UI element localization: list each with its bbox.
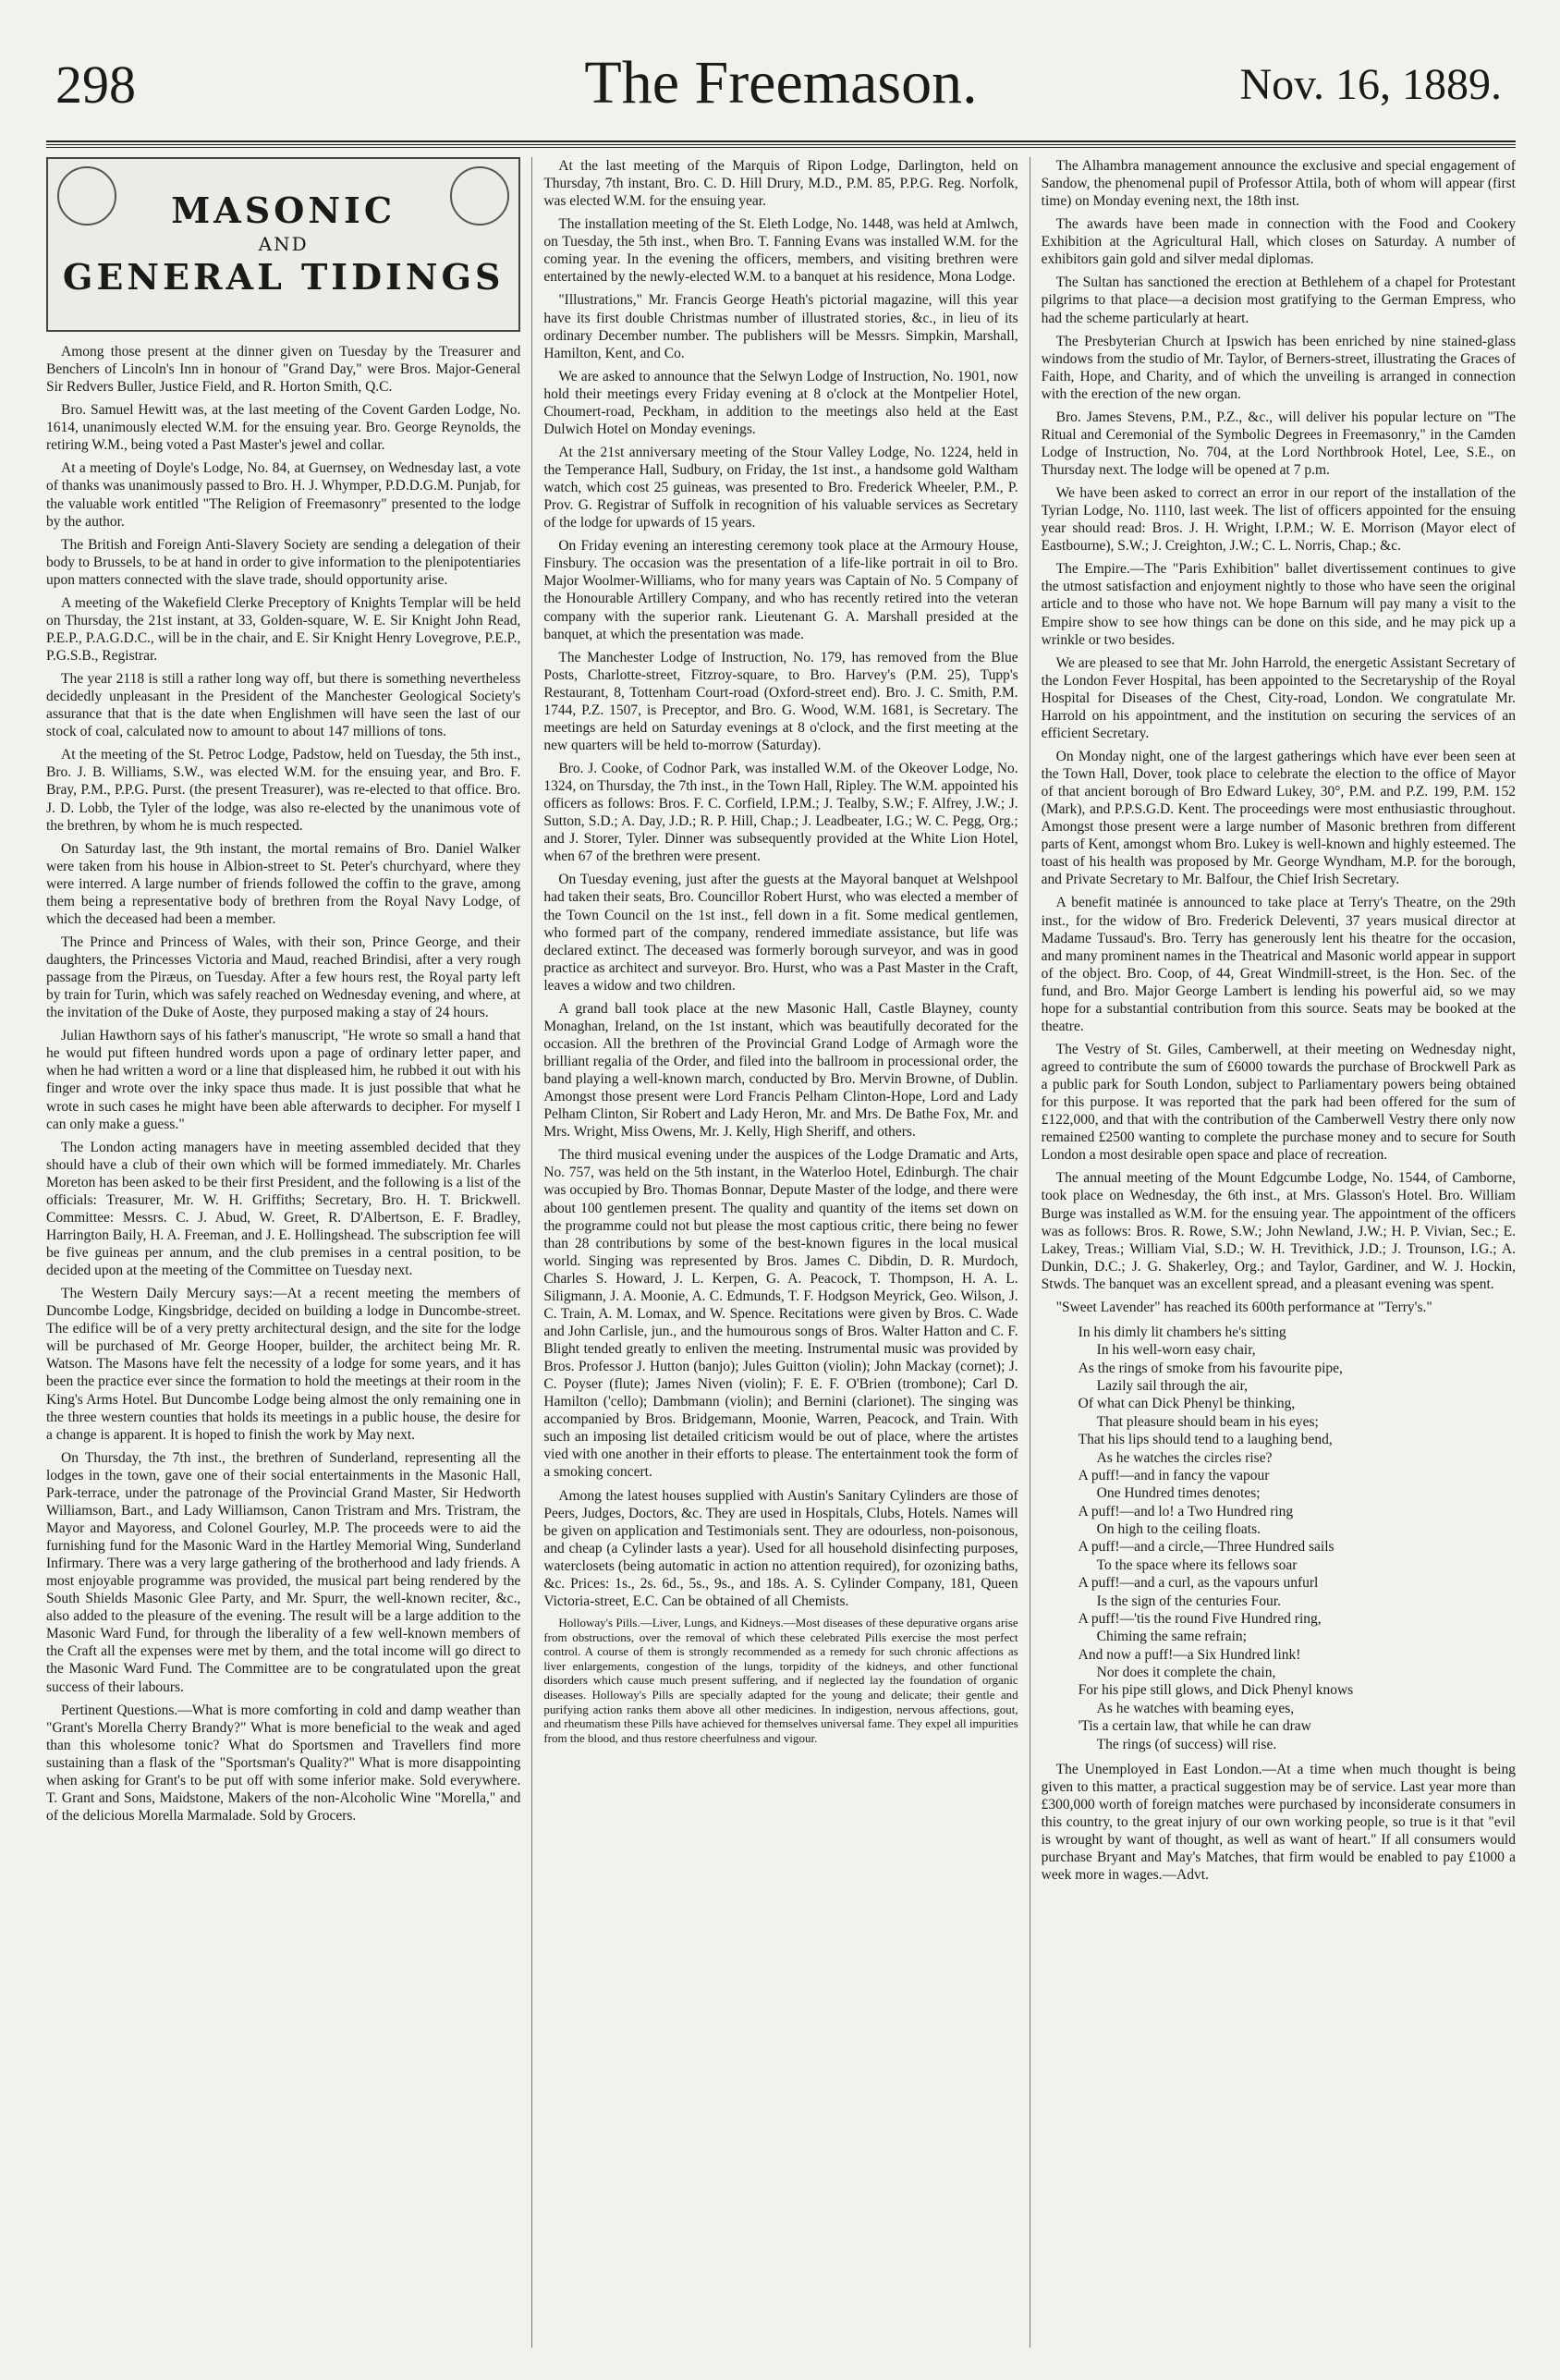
poem-line: Of what can Dick Phenyl be thinking, [1078, 1396, 1296, 1412]
poem-line: A puff!—and a curl, as the vapours unfurl [1078, 1575, 1319, 1592]
article-paragraph: On Friday evening an interesting ceremony took place at the Armoury House, Finsbury. The occasion was the presentation of a life-like portrait in oil to Bro. Major Woolmer-Williams, who for many years was Captain of No. 5 Company of the Honourable Artillery Company, and who has recently retired into the veteran company with the superior rank. Lieutenant G. A. Marshall presided at the banquet, at which the presentation was made. [543, 538, 1018, 642]
article-paragraph: The third musical evening under the auspices of the Lodge Dramatic and Arts, No. 757, was held on the 5th instant, in the Waterloo Hotel, Edinburgh. The chair was occupied by Bro. Thomas Bonnar, Depute Master of the lodge, and there were about 100 gentlemen present. The quality and quantity of the items set down on the programme could not but please the most captious critic, there being no fewer than 28 contributions by some of the best-known figures in the local musical world. Singing was represented by Bros. James C. Dibdin, D. R. Murdoch, Charles S. Howard, J. L. Kerpen, G. A. Peacock, T. Thompson, H. A. L. Siligmann, J. A. Moonie, A. C. Edmunds, T. F. Hodgson Meyrick, Geo. Wilson, J. C. Train, A. M. Lomax, and W. Spence. Recitations were given by Bros. C. Wade and John Carlisle, jun., and the humourous songs of Bros. Walter Hatton and C. F. Blight tended greatly to enliven the meeting. Instrumental music was provided by Bros. Professor J. Hutton (banjo); Jules Guitton (violin); John Mackay (cornet); J. C. Poyser (flute); James Niven (violin); F. E. F. O'Brien (trombone); Carl D. Hamilton ('cello); Dambmann (violin); and Bernini (clarionet). The singing was accompanied by Bros. Bridgemann, Moonie, Warren, Peacock, and Train. With such an imposing list detailed criticism would be out of place, where the artistes vied with one another in their efforts to please. The entertainment took the form of a smoking concert. [543, 1147, 1018, 1481]
article-paragraph: The British and Foreign Anti-Slavery Society are sending a delegation of their body to Brussels, to be at hand in order to give information to the plenipotentiaries upon matters connected with the slave trade, should opportunity arise. [46, 536, 521, 588]
advertisement-bryant-may: The Unemployed in East London.—At a time when much thought is being given to this matter, a practical suggestion may be of service. Last year more than £300,000 worth of foreign matches were purchased by inconsiderate consumers in this country, to the great injury of our own working people, so true is it that "evil is wrought by want of thought, as well as want of heart." If all consumers would purchase Bryant and May's Matches, that firm would be enabled to pay £1000 a week more in wages.—Advt. [1041, 1761, 1516, 1884]
ornament-right-icon [450, 166, 509, 226]
column-1 [46, 157, 520, 2348]
article-paragraph: Julian Hawthorn says of his father's manuscript, "He wrote so small a hand that he would put fifteen hundred words upon a page of ordinary letter paper, and when he had written a word or a line that displeased him, he rubbed it out with his finger and wrote over the inky space thus made. It is just possible that what he wrote in such cases he might have been able afterwards to decipher. For myself I can only make a guess." [46, 1028, 521, 1132]
article-paragraph: The Western Daily Mercury says:—At a recent meeting the members of Duncombe Lodge, Kingsbridge, decided on building a lodge in Duncombe-street. The edifice will be of a very pretty architectural design, and the site for the lodge will be purchased of Mr. George Hooper, builder, the architect being Mr. R. Watson. The Masons have felt the necessity of a lodge for some years, and it has been the practice ever since the formation to hold the meetings at their room in the King's Arms Hotel. But Duncombe Lodge being almost the only remaining one in the three western counties that holds its meetings in a public house, the desire for a change is apparent. It is hoped to finish the work by May next. [46, 1286, 521, 1443]
poem [1079, 1324, 1516, 1753]
poem-line: As he watches with beaming eyes, [1096, 1700, 1295, 1716]
article-paragraph: A benefit matinée is announced to take place at Terry's Theatre, on the 29th inst., for the widow of Bro. Frederick Deleventi, 37 years musical director at Madame Tussaud's. Bro. Terry has generously lent his theatre for the occasion, and many prominent names in the Theatrical and Masonic world appear in support of the object. Bro. Coop, of 44, Great Windmill-street, is the Hon. Sec. of the fund, and Bro. Major George Lambert is lending his powerful aid, so we may hope for a substantial contribution from this source. Seats may be booked at the theatre. [1041, 895, 1516, 1034]
column-3 [1042, 157, 1516, 2348]
article-paragraph: Among those present at the dinner given on Tuesday by the Treasurer and Benchers of Lincoln's Inn in honour of "Grand Day," were Bros. Major-General Sir Redvers Buller, Justice Field, and R. Horton Smith, Q.C. [46, 344, 521, 396]
columns [46, 157, 1516, 2348]
article-paragraph: We are pleased to see that Mr. John Harrold, the energetic Assistant Secretary of the London Fever Hospital, has been appointed to the Secretaryship of the Royal Hospital for Diseases of the Chest, City-road, London. We congratulate Mr. Harrold on his appointment, and the institution on securing the services of an efficient Secretary. [1041, 654, 1516, 741]
article-paragraph: The London acting managers have in meeting assembled decided that they should have a club of their own which will be formed immediately. Mr. Charles Moreton has been asked to be their first President, and the following is a list of the officials: Treasurer, Mr. W. H. Griffiths; Secretary, Bro. H. T. Brickwell. Committee: Messrs. C. J. Abud, W. Greet, R. D'Albertson, E. F. Bradley, Harrington Baily, H. A. Freeman, and J. E. Hollingshead. The subscription fee will be five guineas per annum, and the club premises in a central position, to be decided upon at the meeting of the Committee on Tuesday next. [46, 1139, 521, 1279]
ornament-left-icon [57, 166, 116, 226]
article-paragraph: The Manchester Lodge of Instruction, No. 179, has removed from the Blue Posts, Charlotte-street, Fitzroy-square, to Bro. Harvey's (P.M. 25), Tupp's Restaurant, 8, Tottenham Court-road (Oxford-street end). Bro. J. C. Smith, P.M. 1744, P.Z. 1507, is Preceptor, and Bro. G. Wood, W.M. 1681, is Secretary. The meetings are held on Saturday evenings at 8 o'clock, and the first meeting at the new quarters will be held to-morrow (Saturday). [543, 649, 1018, 753]
article-paragraph: The Empire.—The "Paris Exhibition" ballet divertissement continues to give the utmost satisfaction and enjoyment nightly to those who have seen the original article and to those who have not. We hope Barnum will pay many a visit to the Empire show to see how things can be done on this side, and he may pick up a wrinkle or two besides. [1041, 561, 1516, 648]
column-1-articles [46, 343, 520, 1825]
article-paragraph: The Prince and Princess of Wales, with their son, Prince George, and their daughters, the Princesses Victoria and Maud, reached Brindisi, after a very rough passage from the Piræus, on Tuesday. After a few hours rest, the Royal party left by train for Turin, which was safely reached on Wednesday evening, and where, at the invitation of the Duke of Aoste, they purposed making a stay of 24 hours. [46, 934, 521, 1021]
banner-line-1: MASONIC [171, 189, 396, 232]
article-paragraph: On Thursday, the 7th inst., the brethren of Sunderland, representing all the lodges in the town, gave one of their social entertainments in the Masonic Hall, Park-terrace, under the patronage of the Provincial Grand Master, Sir Hedworth Williamson, Bart., and Lady Williamson, Canon Tristram and Mrs. Tristram, the Mayor and Mayoress, and Colonel Gourley, M.P. The proceeds were to aid the furnishing fund for the Masonic Ward in the Hartley Memorial Wing, Sunderland Infirmary. There was a very large gathering of the brotherhood and lady friends. A most enjoyable programme was provided, the musical part being rendered by the South Shields Masonic Glee Party, and Mr. Spurr, the well-known reciter, &c., also added to the pleasure of the evening. The result will be a large addition to the Masonic Ward Fund, for through the liberality of a few well-known members of the Craft all the expenses were met by them, and the total income will go direct to the Masonic Ward Fund. The Committee are to be congratulated upon the great success of their labours. [46, 1449, 521, 1695]
article-paragraph: At the last meeting of the Marquis of Ripon Lodge, Darlington, held on Thursday, 7th instant, Bro. C. D. Hill Drury, M.D., P.M. 85, P.P.G. Reg. Norfolk, was elected W.M. for the ensuing year. [543, 158, 1018, 210]
article-paragraph: Among the latest houses supplied with Austin's Sanitary Cylinders are those of Peers, Judges, Doctors, &c. They are used in Hospitals, Clubs, Hotels. Names will be given on application and Testimonials sent. They are odourless, non-poisonous, and cheap (a Cylinder lasts a year). Used for all household disinfecting purposes, waterclosets (being automatic in action no attention required), for ozonizing baths, &c. Prices: 1s., 2s. 6d., 5s., 9s., and 18s. A. S. Cylinder Company, 181, Queen Victoria-street, E.C. Can be obtained of all Chemists. [543, 1487, 1018, 1609]
newspaper-title: The Freemason. [584, 49, 978, 116]
poem-line: The rings (of success) will rise. [1096, 1736, 1277, 1752]
poem-line: One Hundred times denotes; [1096, 1485, 1261, 1502]
banner-line-3: GENERAL TIDINGS [62, 255, 505, 298]
article-paragraph: On Tuesday evening, just after the guests at the Mayoral banquet at Welshpool had taken their seats, Bro. Councillor Robert Hurst, who was elected a member of the Town Council on the 1st inst., fell down in a fit. Some medical gentlemen, who formed part of the company, rendered immediate assistance, but life was declared extinct. The deceased was formerly borough surveyor, and was in good practice as architect and surveyor. Bro. Hurst, who was a Past Master in the Craft, leaves a widow and two children. [543, 872, 1018, 994]
poem-line: Nor does it complete the chain, [1096, 1665, 1276, 1680]
poem-line: As he watches the circles rise? [1096, 1449, 1273, 1466]
banner-line-2: AND [258, 233, 309, 256]
poem-line: A puff!—and lo! a Two Hundred ring [1078, 1503, 1294, 1520]
poem-line: Chiming the same refrain; [1096, 1629, 1247, 1645]
section-banner [46, 157, 520, 332]
article-paragraph: Bro. James Stevens, P.M., P.Z., &c., will deliver his popular lecture on "The Ritual and Ceremonial of the Symbolic Degrees in Freemasonry," in the Camden Lodge of Instruction, No. 704, at the Lord Northbrook Hotel, Lee, S.E., on Thursday next. The lodge will be opened at 7 p.m. [1041, 409, 1516, 478]
article-paragraph: On Saturday last, the 9th instant, the mortal remains of Bro. Daniel Walker were taken from his house in Albion-street to St. Peter's churchyard, where they were interred. A large number of friends followed the coffin to the grave, among them being a representative body of brethren from the Royal Navy Lodge, of which the deceased had been a member. [46, 840, 521, 927]
article-paragraph: The year 2118 is still a rather long way off, but there is something nevertheless decidedly unpleasant in the President of the Manchester Geological Society's assurance that that is the date when Englishmen will have seen the last of our stock of coal, calculated now to amount to about 147 millions of tons. [46, 671, 521, 740]
masthead-rule [46, 140, 1516, 142]
article-paragraph: At a meeting of Doyle's Lodge, No. 84, at Guernsey, on Wednesday last, a vote of thanks was unanimously passed to Bro. H. J. Whymper, P.D.D.G.M. Punjab, for the valuable work entitled "The Religion of Freemasonry" presented to the lodge by the author. [46, 460, 521, 530]
article-paragraph: Pertinent Questions.—What is more comforting in cold and damp weather than "Grant's Morella Cherry Brandy?" What is more beneficial to the weak and aged than this wholesome tonic? What do Sportsmen and Travellers find more sustaining than a flask of the "Sportsman's Quality?" What is more disappointing when asking for Grant's to be put off with some inferior make. Sold everywhere. T. Grant and Sons, Maidstone, Makers of the non-Alcoholic Wine "Morella," and of the delicious Morella Marmalade. Sold by Grocers. [46, 1702, 521, 1824]
poem-line: For his pipe still glows, and Dick Phenyl knows [1078, 1682, 1354, 1699]
newspaper-page [46, 37, 1516, 2348]
article-paragraph: We have been asked to correct an error in our report of the installation of the Tyrian Lodge, No. 1110, last week. The list of officers appointed for the ensuing year should read: Bros. J. H. Wright, I.P.M.; W. E. Morrison (Mayor elect of Eastbourne), S.W.; J. Creighton, J.W.; C. L. Norris, Chap.; &c. [1041, 485, 1516, 555]
poem-line: 'Tis a certain law, that while he can draw [1078, 1718, 1311, 1735]
poem-line: That his lips should tend to a laughing bend, [1078, 1432, 1333, 1448]
article-paragraph: A meeting of the Wakefield Clerke Preceptory of Knights Templar will be held on Thursday, the 21st instant, at 33, Golden-square, W. E. Sir Knight John Read, P.E.P., P.A.G.D.C., will be in the chair, and E. Sir Knight Henry Lovegrove, P.E.P., P.G.S.B., Registrar. [46, 594, 521, 664]
article-paragraph: At the 21st anniversary meeting of the Stour Valley Lodge, No. 1224, held in the Temperance Hall, Sudbury, on Friday, the 1st inst., a handsome gold Waltham watch, which cost 25 guineas, was presented to Bro. Frederick Wheeler, P.M., P. Prov. G. Registrar of Suffolk in recognition of his valuable services as Secretary of the lodge for upwards of 15 years. [543, 444, 1018, 531]
poem-line: A puff!—and in fancy the vapour [1078, 1467, 1270, 1483]
article-paragraph: The awards have been made in connection with the Food and Cookery Exhibition at the Agricultural Hall, which closes on Saturday. A number of exhibitors gain gold and silver medal diplomas. [1041, 216, 1516, 268]
poem-line: A puff!—and a circle,—Three Hundred sails [1078, 1539, 1335, 1556]
article-paragraph: The Alhambra management announce the exclusive and special engagement of Sandow, the phenomenal pupil of Professor Attila, both of whom will appear (first time) on Monday evening next, the 18th inst. [1041, 158, 1516, 210]
article-paragraph: "Illustrations," Mr. Francis George Heath's pictorial magazine, will this year have its first double Christmas number of illustrated stories, &c., in lieu of its ordinary December number. The publishers will be Messrs. Simpkin, Marshall, Hamilton, Kent, and Co. [543, 292, 1018, 361]
poem-line: In his dimly lit chambers he's sitting [1078, 1324, 1286, 1340]
poem-line: Is the sign of the centuries Four. [1096, 1593, 1281, 1609]
article-paragraph: We are asked to announce that the Selwyn Lodge of Instruction, No. 1901, now hold their meetings every Friday evening at 8 o'clock at the Montpelier Hotel, Choumert-road, Peckham, in addition to the meetings also held at the East Dulwich Hotel on Monday evenings. [543, 368, 1018, 437]
page-number: 298 [55, 55, 136, 115]
article-paragraph: At the meeting of the St. Petroc Lodge, Padstow, held on Tuesday, the 5th inst., Bro. J. B. Williams, S.W., was elected W.M. for the ensuing year, and Bro. F. Bray, P.M., P.P.G. Purst. (the present Treasurer), was re-elected to that office. Bro. J. D. Lobb, the Tyler of the lodge, was also re-elected by the unanimous vote of the brethren, by whom he is much respected. [46, 747, 521, 834]
column-2 [543, 157, 1018, 2348]
column-2-articles [543, 157, 1018, 1610]
article-paragraph: The Sultan has sanctioned the erection at Bethlehem of a chapel for Protestant pilgrims to that place—a decision most gratifying to the German Empress, who had the scheme particularly at heart. [1041, 275, 1516, 326]
column-divider [531, 157, 532, 2348]
masthead [46, 37, 1516, 139]
article-paragraph: The installation meeting of the St. Eleth Lodge, No. 1448, was held at Amlwch, on Tuesday, the 5th inst., when Bro. T. Fanning Evans was installed W.M. for the coming year. In the evening the officers, members, and visiting brethren were entertained by the newly-elected W.M. to a banquet at his residence, Mona Lodge. [543, 216, 1018, 286]
article-paragraph: Bro. J. Cooke, of Codnor Park, was installed W.M. of the Okeover Lodge, No. 1324, on Thursday, the 7th inst., in the Town Hall, Ripley. The W.M. appointed his officers as follows: Bros. F. C. Corfield, I.P.M.; J. Tealby, S.W.; F. Alfrey, J.W.; J. Sutton, S.D.; A. Day, J.D.; R. P. Hill, Chap.; J. Leadbeater, I.G.; W. C. Pegg, Org.; and J. Storer, Tyler. Dinner was subsequently provided at the White Lion Hotel, when 67 of the brethren were present. [543, 761, 1018, 865]
issue-date: Nov. 16, 1889. [1239, 60, 1502, 109]
poem-line: As the rings of smoke from his favourite pipe, [1078, 1360, 1343, 1376]
advertisement-holloway: Holloway's Pills.—Liver, Lungs, and Kidneys.—Most diseases of these depurative organs arise from obstructions, over the removal of which these celebrated Pills exercise the most perfect control. A course of them is strongly recommended as a remedy for such chronic affections as liver enlargements, congestion of the lungs, torpidity of the kidneys, and other functional disorders which cause much present suffering, and if neglected lay the foundation of organic diseases. Holloway's Pills are specially adapted for the young and delicate; their gentle and purifying action ranks them above all other medicines. In indigestion, nervous affections, gout, and rheumatism these Pills have achieved for themselves universal fame. They expel all impurities from the blood, and thus restore cheerfulness and vigour. [543, 1615, 1018, 1745]
article-paragraph: The Presbyterian Church at Ipswich has been enriched by nine stained-glass windows from the studio of Mr. Taylor, of Berners-street, illustrating the Graces of Faith, Hope, and Charity, and of which the unveiling is arranged in connection with the erection of the new organ. [1041, 333, 1516, 402]
article-paragraph: On Monday night, one of the largest gatherings which have ever been seen at the Town Hall, Dover, took place to celebrate the election to the office of Mayor of that ancient borough of Bro Edward Lukey, 30°, P.M. and P.Z. 199, P.M. 152 (Mark), and P.P.S.G.D. Kent. The proceedings were most enthusiastic throughout. Amongst those present were a large number of Masonic brethren from different parts of Kent, amongst whom Bro. Lukey is well-known and highly esteemed. The toast of his health was proposed by Mr. George Wyndham, M.P. for the borough, and Private Secretary to Mr. Balfour, the Chief Irish Secretary. [1041, 748, 1516, 888]
poem-line: Lazily sail through the air, [1096, 1378, 1249, 1394]
poem-line: In his well-worn easy chair, [1096, 1342, 1256, 1359]
article-paragraph: The annual meeting of the Mount Edgcumbe Lodge, No. 1544, of Camborne, took place on Wednesday, the 6th inst., at Mrs. Glasson's Hotel. Bro. William Burge was installed as W.M. for the ensuing year. The appointment of the officers was as follows: Bros. R. Rowe, S.W.; John Newland, J.W.; H. P. Vivian, Sec.; E. Lakey, Treas.; William Vial, S.D.; W. H. Trevithick, J.D.; J. Trounson, I.G.; A. Dunkin, D.C.; J. G. Shakerley, Org.; and Taylor, Gardiner, and W. J. Hockin, Stwds. The banquet was an excellent spread, and a pleasant evening was spent. [1041, 1170, 1516, 1292]
poem-line: To the space where its fellows soar [1096, 1556, 1298, 1573]
masthead-double-rule [46, 144, 1516, 148]
poem-line: A puff!—'tis the round Five Hundred ring, [1078, 1610, 1322, 1627]
article-paragraph: "Sweet Lavender" has reached its 600th performance at "Terry's." [1055, 1299, 1432, 1315]
article-paragraph: A grand ball took place at the new Masonic Hall, Castle Blayney, county Monaghan, Ireland, on the 1st instant, which was beautifully decorated for the occasion. All the brethren of the Provincial Grand Lodge of Armagh wore the brilliant regalia of the Order, and filed into the ballroom in processional order, the band playing a well-known march, conducted by Bro. Mervin Browne, of Dublin. Amongst those present were Lord Francis Pelham Clinton-Hope, Lord and Lady Pelham Clinton, Sir Robert and Lady Heron, Mr. and Mrs. De Bathe Fox, Mr. and Mrs. Wright, Miss Owens, Mr. J. Kelly, High Sheriff, and others. [543, 1000, 1018, 1141]
article-paragraph: The Vestry of St. Giles, Camberwell, at their meeting on Wednesday night, agreed to contribute the sum of £6000 towards the purchase of Brockwell Park as a public park for South London, subject to Parliamentary powers being obtained for this purpose. It was reported that the park had been offered for the sum of £122,000, and that with the contribution of the Camberwell Vestry there only now remained £2500 wanting to complete the purchase money and to secure for South London a most desirable open space and place of recreation. [1041, 1041, 1516, 1164]
article-paragraph: Bro. Samuel Hewitt was, at the last meeting of the Covent Garden Lodge, No. 1614, unanimously elected W.M. for the ensuing year. Bro. George Reynolds, the retiring W.M., being voted a Past Master's jewel and collar. [46, 402, 521, 454]
poem-line: And now a puff!—a Six Hundred link! [1078, 1646, 1301, 1663]
poem-line: That pleasure should beam in his eyes; [1096, 1413, 1319, 1430]
poem-line: On high to the ceiling floats. [1096, 1521, 1261, 1537]
column-3-articles [1042, 157, 1516, 1316]
